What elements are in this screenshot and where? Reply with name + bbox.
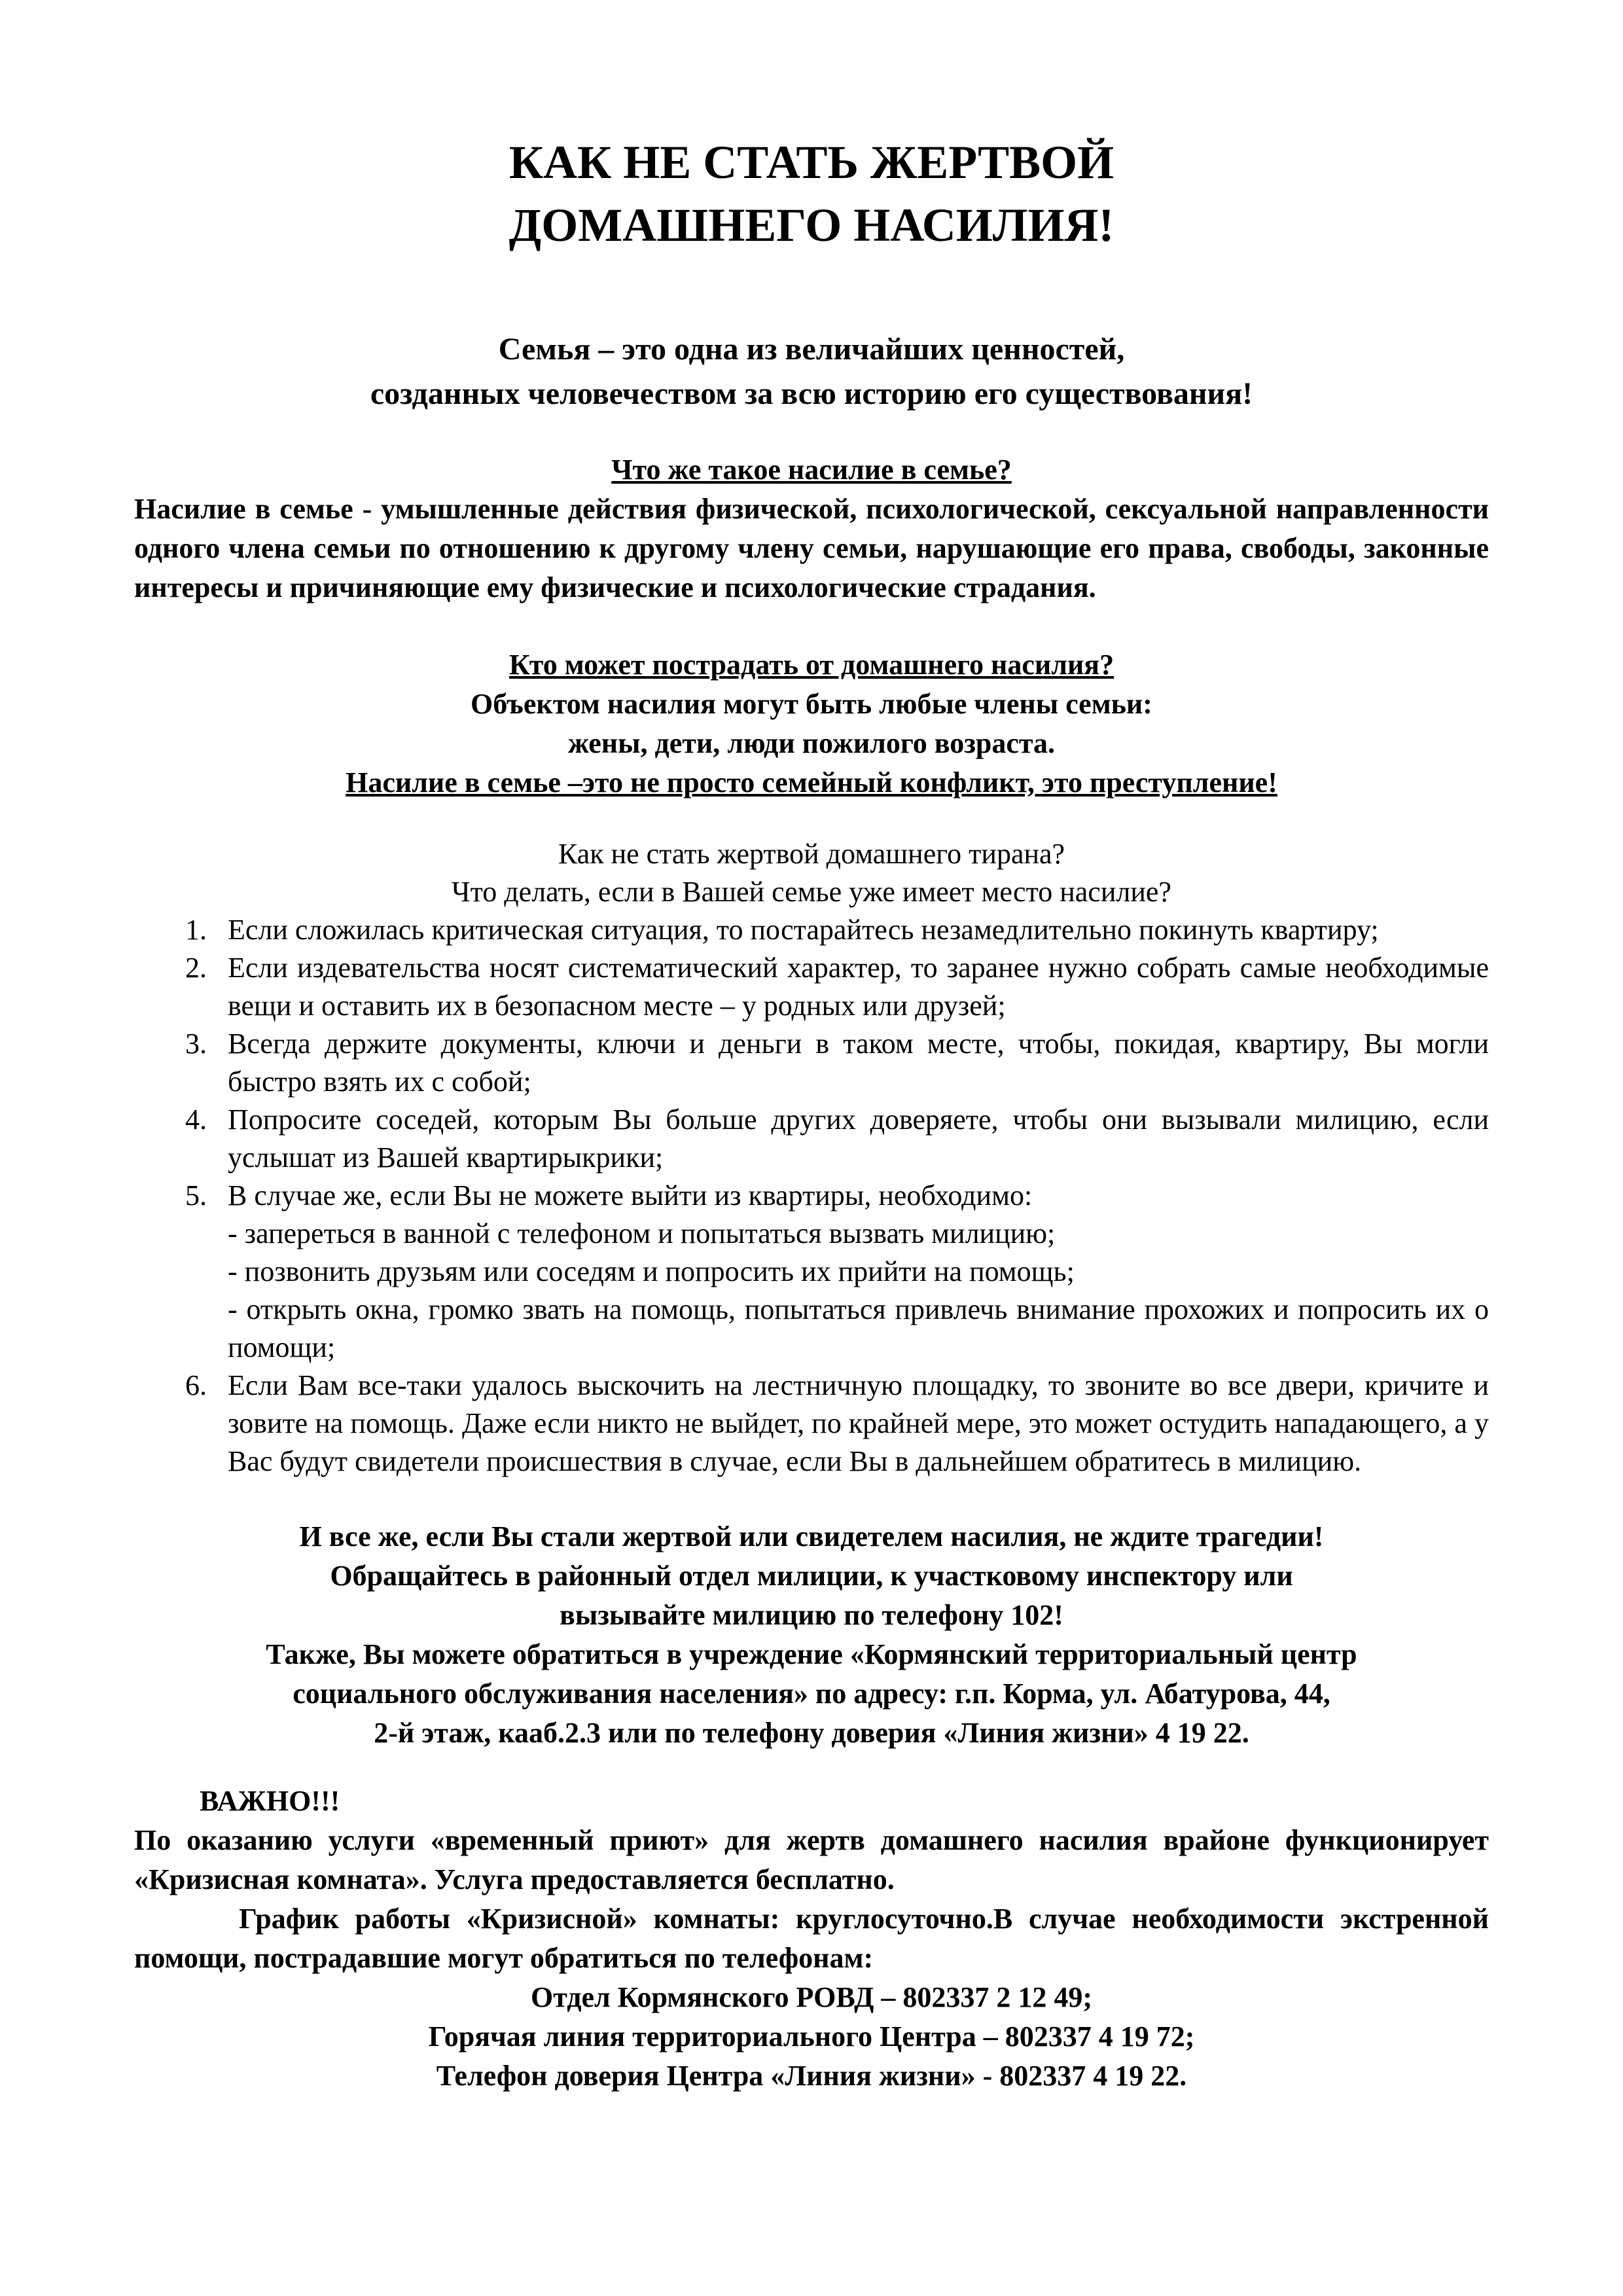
section4-line-4: Также, Вы можете обратиться в учреждение «Кормянский территориальный центр	[266, 1638, 1357, 1670]
section2-line-1: Объектом насилия могут быть любые члены семьи:	[471, 688, 1152, 720]
section2-question: Кто может пострадать от домашнего насилия?	[508, 649, 1115, 681]
list-item	[134, 1025, 1489, 1101]
section1-question: Что же такое насилие в семье?	[611, 454, 1012, 486]
list-item-text: Если издевательства носят систематический характер, то заранее нужно собрать самые необходимые вещи и оставить их в безопасном месте – у родных или друзей;	[228, 952, 1489, 1022]
title-line-2: ДОМАШНЕГО НАСИЛИЯ!	[508, 199, 1115, 251]
title-line-1: КАК НЕ СТАТЬ ЖЕРТВОЙ	[508, 136, 1115, 188]
spacer	[134, 416, 1489, 450]
subtitle	[134, 327, 1489, 416]
section4-line-1: И все же, если Вы стали жертвой или свидетелем насилия, не ждите трагедии!	[299, 1520, 1324, 1552]
section4-line-2: Обращайтесь в районный отдел милиции, к участковому инспектору или	[330, 1560, 1293, 1592]
page-title	[134, 131, 1489, 257]
list-item	[134, 949, 1489, 1025]
sub-item: - запереться в ванной с телефоном и попытаться вызвать милицию;	[228, 1217, 1056, 1249]
list-item	[134, 1177, 1489, 1367]
list-item	[134, 911, 1489, 949]
list-item	[134, 1367, 1489, 1480]
sub-item: - открыть окна, громко звать на помощь, попытаться привлечь внимание прохожих и попросить их о помощи;	[228, 1293, 1489, 1363]
section4-line-6: 2-й этаж, кааб.2.3 или по телефону доверия «Линия жизни» 4 19 22.	[374, 1717, 1249, 1749]
list-item-number: 2.	[185, 952, 207, 984]
section2-line-2: жены, дети, люди пожилого возраста.	[567, 727, 1056, 759]
spacer	[134, 802, 1489, 835]
important-paragraph-2: График работы «Кризисной» комнаты: круглосуточно.В случае необходимости экстренной помощи, пострадавшие могут обратиться по телефонам:	[134, 1903, 1489, 1974]
list-item-number: 3.	[185, 1028, 207, 1060]
spacer	[134, 1480, 1489, 1517]
phone-line-1: Отдел Кормянского РОВД – 802337 2 12 49;	[531, 1981, 1092, 2013]
list-item-text: В случае же, если Вы не можете выйти из квартиры, необходимо:	[228, 1179, 1033, 1211]
list-item-number: 5.	[185, 1179, 207, 1211]
phone-line-2: Горячая линия территориального Центра – 802337 4 19 72;	[428, 2020, 1195, 2053]
list-item-text: Если сложилась критическая ситуация, то постарайтесь незамедлительно покинуть квартиру;	[228, 914, 1379, 946]
list-item-number: 1.	[185, 914, 207, 946]
list-item-text: Если Вам все-таки удалось выскочить на лестничную площадку, то звоните во все двери, кричите и зовите на помощь. Даже если никто не выйдет, по крайней мере, это может остудить нападающего, а у Вас будут свидетели происшествия в случае, если Вы в дальнейшем обратитесь в милицию.	[228, 1369, 1489, 1477]
section4-line-5: социального обслуживания населения» по адресу: г.п. Корма, ул. Абатурова, 44,	[293, 1677, 1330, 1710]
tips-list	[134, 911, 1489, 1480]
spacer	[134, 607, 1489, 645]
list-item-text: Попросите соседей, которым Вы больше других доверяете, чтобы они вызывали милицию, если услышат из Вашей квартирыкрики;	[228, 1103, 1489, 1174]
section4-line-3: вызывайте милицию по телефону 102!	[560, 1599, 1063, 1631]
section3-line-2: Что делать, если в Вашей семье уже имеет место насилие?	[452, 876, 1171, 908]
list-item-number: 4.	[185, 1103, 207, 1136]
list-item	[134, 1101, 1489, 1177]
sub-item: - позвонить друзьям или соседям и попросить их прийти на помощь;	[228, 1255, 1075, 1287]
subtitle-line-1: Семья – это одна из величайших ценностей,	[498, 332, 1125, 367]
section3-line-1: Как не стать жертвой домашнего тирана?	[558, 838, 1065, 870]
section2-statement: Насилие в семье –это не просто семейный конфликт, это преступление!	[346, 766, 1277, 798]
list-item-number: 6.	[185, 1369, 207, 1401]
section1-definition: Насилие в семье - умышленные действия физической, психологической, сексуальной направленности одного члена семьи по отношению к другому члену семьи, нарушающие его права, свободы, законные интересы и причиняющие ему физические и психологические страдания.	[134, 493, 1489, 603]
important-paragraph-1: По оказанию услуги «временный приют» для жертв домашнего насилия врайоне функционирует «Кризисная комната». Услуга предоставляется бесплатно.	[134, 1824, 1489, 1895]
phone-line-3: Телефон доверия Центра «Линия жизни» - 802337 4 19 22.	[436, 2060, 1187, 2092]
list-item-text: Всегда держите документы, ключи и деньги в таком месте, чтобы, покидая, квартиру, Вы могли быстро взять их с собой;	[228, 1028, 1489, 1098]
spacer	[134, 1753, 1489, 1782]
subtitle-line-2: созданных человечеством за всю историю его существования!	[370, 376, 1253, 411]
important-heading: ВАЖНО!!!	[200, 1785, 340, 1817]
